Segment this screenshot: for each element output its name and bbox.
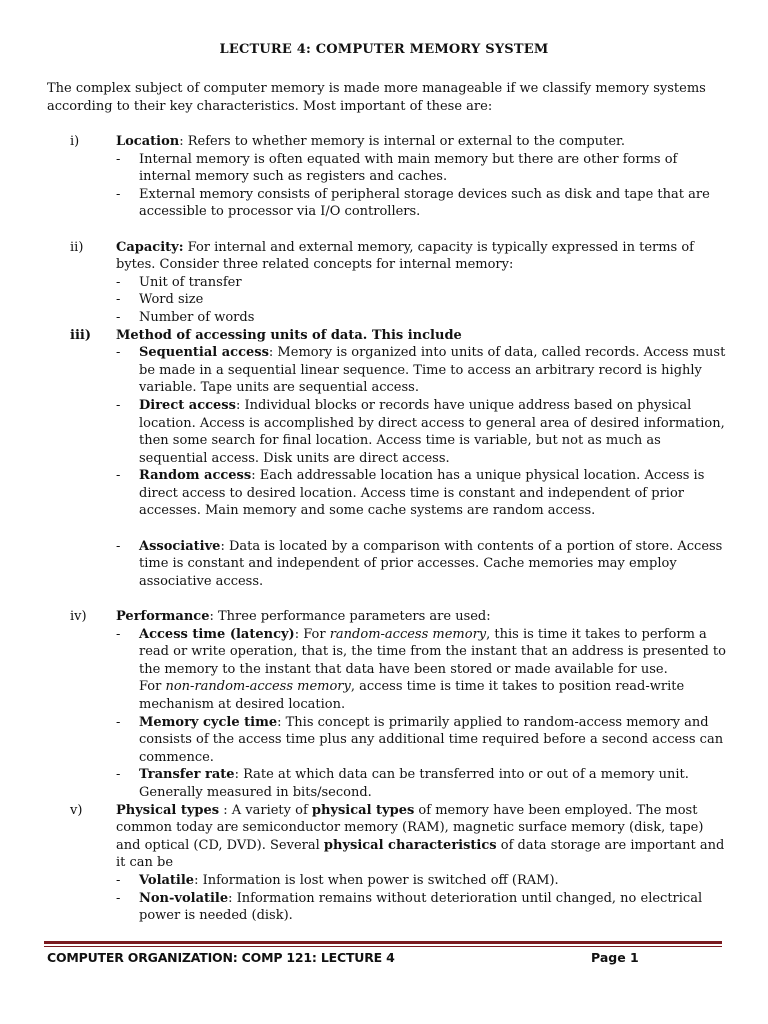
list-item: - Random access: Each addressable location has a unique physical location. Access is direct access to desired location. Access time is constant and independent of prior accesses. Main memory and some cache systems are random access. [116, 468, 705, 519]
list-item: - Non-volatile: Information remains without deterioration until changed, no electrical power is needed (disk). [116, 890, 703, 924]
list-item: - Direct access: Individual blocks or records have unique address based on physical location. Access is accomplished by direct access to general area of desired information, then some search for final location. Access time is variable, but not as much as sequential access. Disk units are direct access. [116, 397, 725, 466]
document-body [47, 133, 727, 925]
list-item: - Access time (latency): For random-access memory, this is time it takes to perform a read or write operation, that is, the time from the instant that an address is presented to the memory to the instant that data have been stored or made available for use. [116, 626, 726, 677]
section-label: Location [116, 134, 180, 149]
section-label: Performance [116, 609, 210, 625]
list-item: - Volatile: Information is lost when power is switched off (RAM). [116, 872, 559, 888]
section-number: iii) [70, 327, 91, 343]
list-item-continuation: For non-random-access memory, access time is time it takes to position read-write mechanism at desired location. [139, 679, 685, 712]
section-number: v) [70, 802, 83, 818]
list-item: - Memory cycle time: This concept is primarily applied to random-access memory and consists of the access time plus any additional time required before a second access can commence. [116, 714, 724, 765]
footer-course: COMPUTER ORGANIZATION: COMP 121: LECTURE 4 [47, 950, 395, 965]
list-item: - Unit of transfer [116, 274, 242, 290]
footer-rule-thick [44, 941, 722, 944]
section-number: iv) [70, 609, 87, 625]
section-label: Capacity: [116, 239, 184, 255]
list-item: - Word size [116, 292, 204, 308]
list-item: - Sequential access: Memory is organized into units of data, called records. Access must be made in a sequential linear sequence. Time to access an arbitrary record is highly variable. Tape units are sequential access. [116, 345, 726, 396]
section-label: Physical types [116, 802, 220, 818]
page-title: LECTURE 4: COMPUTER MEMORY SYSTEM [219, 42, 549, 57]
section-label: Method of accessing units of data. This include [116, 327, 462, 343]
section-capacity: ii) Capacity: For internal and external memory, capacity is typically expressed in terms of bytes. Consider three related concepts for internal memory: [70, 239, 694, 273]
list-item: - Internal memory is often equated with main memory but there are other forms of internal memory such as registers and caches. [116, 151, 678, 185]
list-item: - Associative: Data is located by a comparison with contents of a portion of store. Access time is constant and independent of prior accesses. Cache memories may employ associative access. [116, 538, 723, 589]
intro-paragraph: The complex subject of computer memory is made more manageable if we classify memory systems according to their key characteristics. Most important of these are: [47, 81, 706, 114]
list-item: - External memory consists of peripheral storage devices such as disk and tape that are accessible to processor via I/O controllers. [116, 186, 710, 220]
section-number: ii) [70, 239, 84, 255]
section-location: i) Location: Refers to whether memory is internal or external to the computer. [70, 134, 625, 149]
section-access-method [47, 327, 727, 345]
list-item: - Transfer rate: Rate at which data can be transferred into or out of a memory unit. Generally measured in bits/second. [116, 767, 689, 800]
section-performance: iv) Performance: Three performance parameters are used: [70, 609, 491, 625]
section-physical-types: v) Physical types : A variety of physical types of memory have been employed. The most common today are semiconductor memory (RAM), magnetic surface memory (disk, tape) and optical (CD, DVD). Several physical characteristics of data storage are important and it can be [70, 802, 725, 871]
footer-rule-thin [44, 946, 722, 947]
section-number: i) [70, 134, 80, 149]
list-item: - Number of words [116, 309, 255, 325]
footer-page-number: Page 1 [591, 950, 639, 965]
